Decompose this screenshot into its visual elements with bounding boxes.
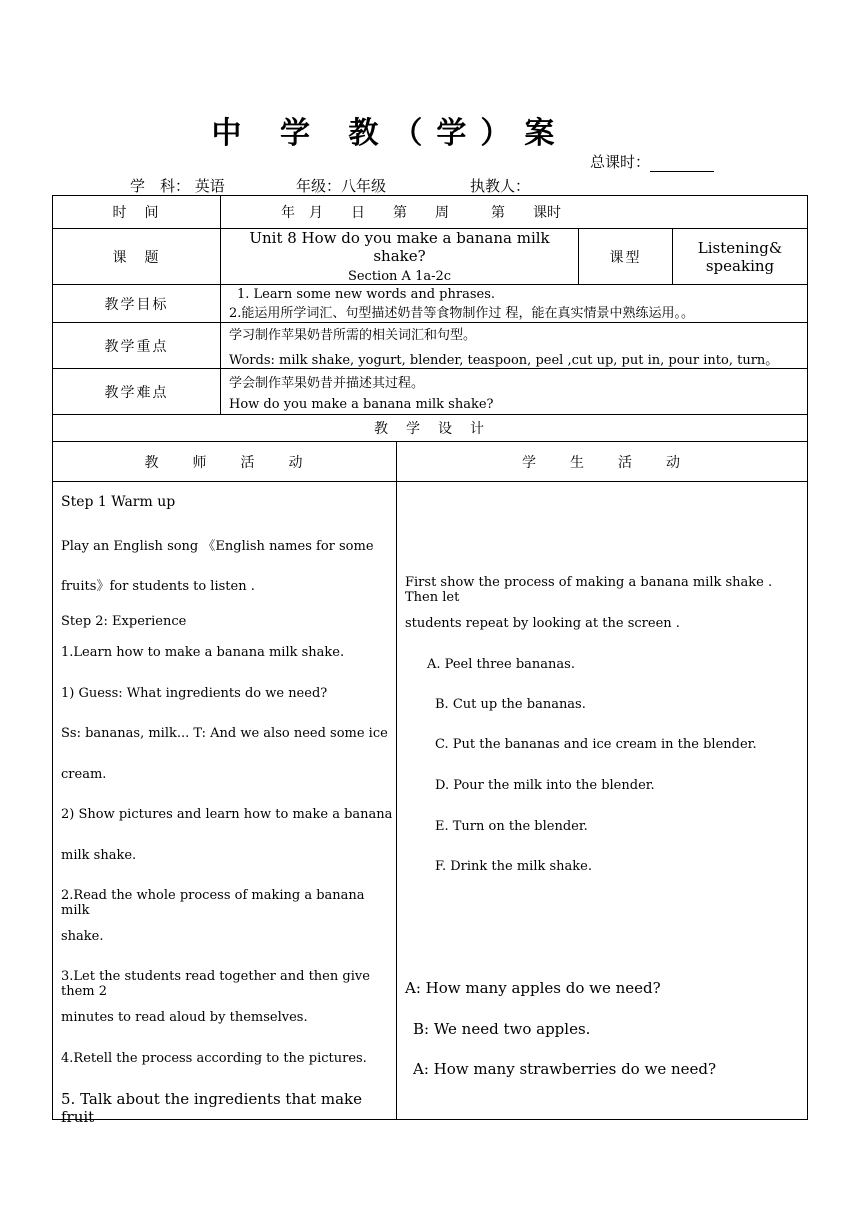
- subject-field: [130, 175, 225, 196]
- goal-value: [221, 285, 808, 323]
- teacher-label: 执教人：: [470, 177, 531, 195]
- key-line2: Words: milk shake, yogurt, blender, teaspoon, peel ,cut up, put in, pour into, turn。: [229, 352, 779, 368]
- design-label: 教 学 设 计: [53, 415, 808, 442]
- teacher-line: 3.Let the students read together and then give them 2: [61, 969, 370, 999]
- topic-title: Unit 8 How do you make a banana milk shake?: [249, 229, 550, 265]
- goal-row: [53, 285, 808, 323]
- goal-line1: 1. Learn some new words and phrases.: [237, 286, 496, 302]
- teacher-line: fruits》for students to listen .: [61, 579, 255, 594]
- goal-line2: 2.能运用所学词汇、句型描述奶昔等食物制作过 程，能在真实情景中熟练运用。。: [229, 305, 695, 321]
- teacher-line: 1.Learn how to make a banana milk shake.: [61, 645, 345, 660]
- teacher-field: [470, 175, 634, 196]
- student-line: B: We need two apples.: [413, 1020, 591, 1038]
- key-row: [53, 323, 808, 369]
- topic-row: [53, 229, 808, 285]
- difficulty-row: [53, 369, 808, 415]
- student-line: A: How many strawberries do we need?: [413, 1060, 717, 1078]
- difficulty-label: 教学难点: [53, 369, 221, 415]
- teacher-activity-cell: [53, 482, 397, 1126]
- total-periods-label: 总课时：: [590, 153, 651, 171]
- type-value-line2: speaking: [705, 256, 775, 275]
- subject-value: 英语: [194, 177, 225, 195]
- teacher-line: minutes to read aloud by themselves.: [61, 1010, 308, 1025]
- time-label: 时 间: [53, 196, 221, 229]
- total-periods-blank: [650, 157, 714, 172]
- student-line: First show the process of making a banana milk shake . Then let: [405, 575, 773, 605]
- teacher-line: 2.Read the whole process of making a banana milk: [61, 888, 365, 918]
- teacher-activity-header: 教 师 活 动: [53, 442, 397, 482]
- student-line: F. Drink the milk shake.: [435, 859, 593, 874]
- student-line: E. Turn on the blender.: [435, 819, 588, 834]
- key-value: [221, 323, 808, 369]
- teacher-line: 1) Guess: What ingredients do we need?: [61, 686, 328, 701]
- teacher-line: Ss: bananas, milk... T: And we also need some ice: [61, 726, 388, 741]
- student-activity-header: 学 生 活 动: [397, 442, 808, 482]
- student-line: A. Peel three bananas.: [427, 657, 575, 672]
- teacher-line: Step 1 Warm up: [61, 494, 176, 510]
- topic-value: [221, 229, 579, 285]
- total-periods: [590, 151, 714, 172]
- key-line1: 学习制作苹果奶昔所需的相关词汇和句型。: [229, 327, 477, 343]
- teacher-line: 4.Retell the process according to the pictures.: [61, 1051, 367, 1066]
- grade-value: 八年级: [341, 177, 387, 195]
- time-row: [53, 196, 808, 229]
- goal-label: 教学目标: [53, 285, 221, 323]
- difficulty-value: [221, 369, 808, 415]
- teacher-line: 2) Show pictures and learn how to make a banana: [61, 807, 393, 822]
- type-label: 课型: [579, 229, 673, 285]
- teacher-line: Play an English song 《English names for some: [61, 539, 374, 554]
- time-value: 年 月 日 第 周 第 课时: [221, 196, 808, 229]
- teacher-line: 5. Talk about the ingredients that make fruit: [61, 1090, 362, 1126]
- teacher-line: shake.: [61, 929, 104, 944]
- difficulty-line2: How do you make a banana milk shake?: [229, 396, 494, 412]
- subject-label: 学 科：: [130, 177, 191, 195]
- topic-label: 课 题: [53, 229, 221, 285]
- student-line: students repeat by looking at the screen .: [405, 616, 680, 631]
- difficulty-line1: 学会制作苹果奶昔并描述其过程。: [229, 375, 425, 391]
- teacher-blank: [530, 181, 634, 196]
- teacher-activity-content: [53, 482, 396, 1126]
- page-title: 中 学 教（学）案: [211, 116, 569, 151]
- teacher-line: cream.: [61, 767, 107, 782]
- key-label: 教学重点: [53, 323, 221, 369]
- grade-field: [296, 175, 386, 196]
- grade-label: 年级：: [296, 177, 342, 195]
- student-line: A: How many apples do we need?: [405, 979, 661, 997]
- type-value-line1: Listening&: [697, 238, 783, 257]
- activity-header-row: [53, 442, 808, 482]
- student-line: C. Put the bananas and ice cream in the blender.: [435, 737, 757, 752]
- teacher-line: Step 2: Experience: [61, 614, 187, 629]
- topic-subtitle: Section A 1a-2c: [347, 269, 452, 284]
- type-value: [673, 229, 808, 285]
- design-row: [53, 415, 808, 442]
- student-line: D. Pour the milk into the blender.: [435, 778, 655, 793]
- student-activity-content: [397, 482, 807, 1118]
- activity-content-row: [53, 482, 808, 1120]
- student-activity-cell: [397, 482, 808, 1120]
- student-line: B. Cut up the bananas.: [435, 697, 586, 712]
- teacher-line: milk shake.: [61, 848, 137, 863]
- lesson-plan-table: [52, 195, 808, 1126]
